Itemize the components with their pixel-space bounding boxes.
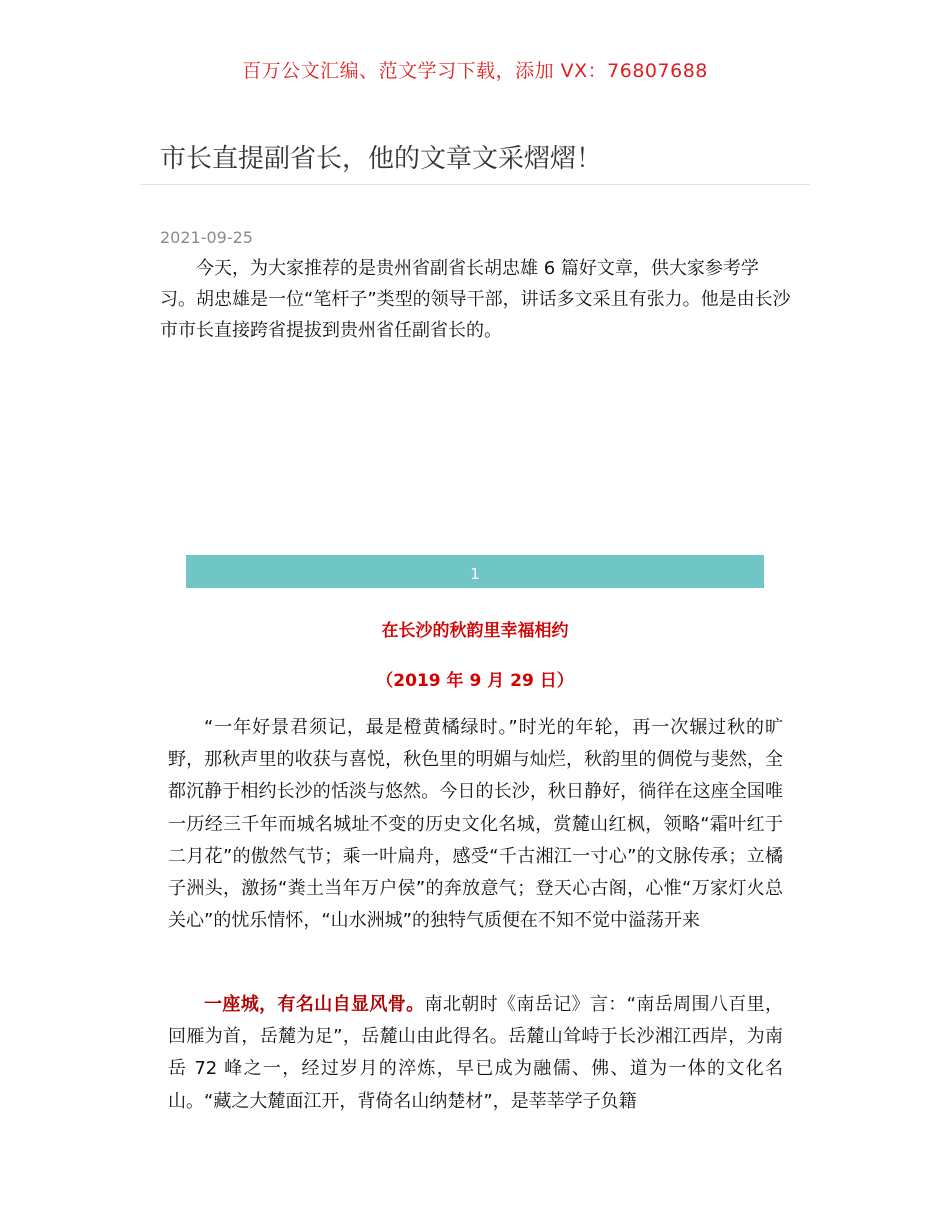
promo-banner: 百万公文汇编、范文学习下载，添加 VX：76807688: [242, 60, 708, 82]
section-date: （2019 年 9 月 29 日）: [376, 671, 574, 691]
paragraph-lead-sentence: 一座城，有名山自显风骨。: [204, 994, 425, 1015]
body-paragraph-1: “一年好景君须记，最是橙黄橘绿时。”时光的年轮，再一次辗过秋的旷野，那秋声里的收获与喜悦，秋色里的明媚与灿烂，秋韵里的倜傥与斐然，全都沉静于相约长沙的恬淡与悠然。今日的长沙，秋日静好，徜徉在这座全国唯一历经三千年而城名城址不变的历史文化名城，赏麓山红枫，领略“霜叶红于二月花”的傲然气节；乘一叶扁舟，感受“千古湘江一寸心”的文脉传承；立橘子洲头，激扬“粪土当年万户侯”的奔放意气；登天心古阁，心惟“万家灯火总关心”的忧乐情怀，“山水洲城”的独特气质便在不知不觉中溢荡开来: [168, 717, 783, 932]
article-title: 市长直提副省长，他的文章文采熠熠！: [160, 144, 603, 174]
intro-paragraph: 今天，为大家推荐的是贵州省副省长胡忠雄 6 篇好文章，供大家参考学习。胡忠雄是一位“笔杆子”类型的领导干部，讲话多文采且有张力。他是由长沙市市长直接跨省提拔到贵州省任副省长的。: [160, 258, 791, 341]
publish-date: 2021-09-25: [160, 228, 253, 247]
body-paragraph-2: [168, 989, 783, 1118]
title-divider: [140, 184, 810, 185]
section-number: 1: [470, 565, 480, 583]
section-heading: 在长沙的秋韵里幸福相约: [381, 621, 569, 641]
section-number-bar: [186, 555, 764, 588]
paragraph-body-text: 南北朝时《南岳记》言：“南岳周围八百里，回雁为首，岳麓为足”，岳麓山由此得名。岳麓山耸峙于长沙湘江西岸，为南岳 72 峰之一，经过岁月的淬炼，早已成为融儒、佛、道为一体的文化名山。“藏之大麓面江开，背倚名山纳楚材”，是莘莘学子负籍: [168, 994, 784, 1112]
